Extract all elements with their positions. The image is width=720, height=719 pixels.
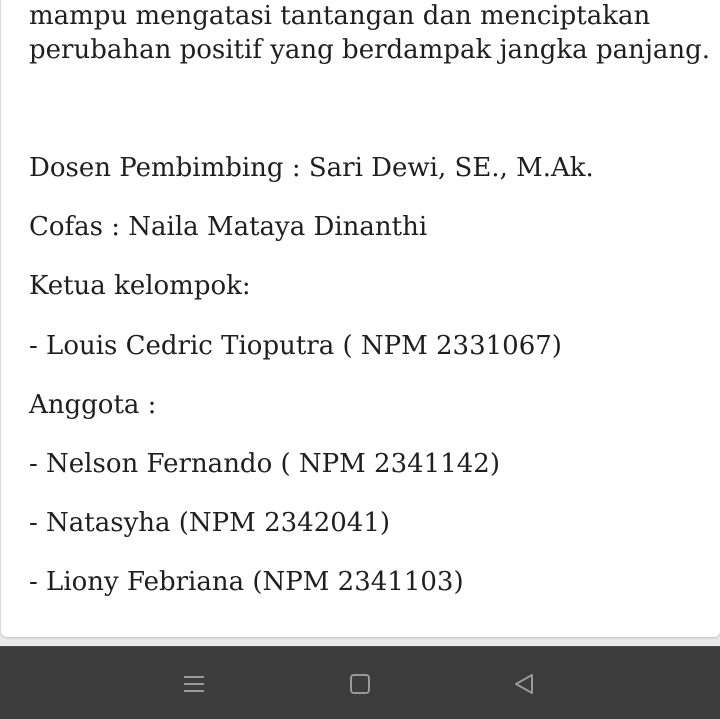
ketua-member-text: - Louis Cedric Tioputra ( NPM 2331067) (29, 331, 562, 361)
home-square-icon (349, 673, 371, 695)
cofas-text: Cofas : Naila Mataya Dinanthi (29, 212, 428, 242)
paragraph-line-2: perubahan positif yang berdampak jangka panjang. (29, 35, 711, 65)
member-item: - Natasyha (NPM 2342041) (29, 508, 391, 538)
paragraph-line-1: mampu mengatasi tantangan dan menciptakan (29, 1, 651, 31)
menu-icon (182, 673, 206, 695)
anggota-label: Anggota : (29, 390, 157, 420)
member-item: - Nelson Fernando ( NPM 2341142) (29, 449, 500, 479)
ketua-kelompok-label: Ketua kelompok: (29, 271, 251, 301)
post-content-card (1, 0, 720, 637)
system-navigation-bar (0, 646, 720, 719)
member-item: - Liony Febriana (NPM 2341103) (29, 567, 464, 597)
menu-button[interactable] (181, 671, 207, 697)
home-button[interactable] (347, 671, 373, 697)
back-button[interactable] (511, 671, 537, 697)
dosen-pembimbing-text: Dosen Pembimbing : Sari Dewi, SE., M.Ak. (29, 153, 594, 183)
back-triangle-icon (512, 672, 536, 696)
